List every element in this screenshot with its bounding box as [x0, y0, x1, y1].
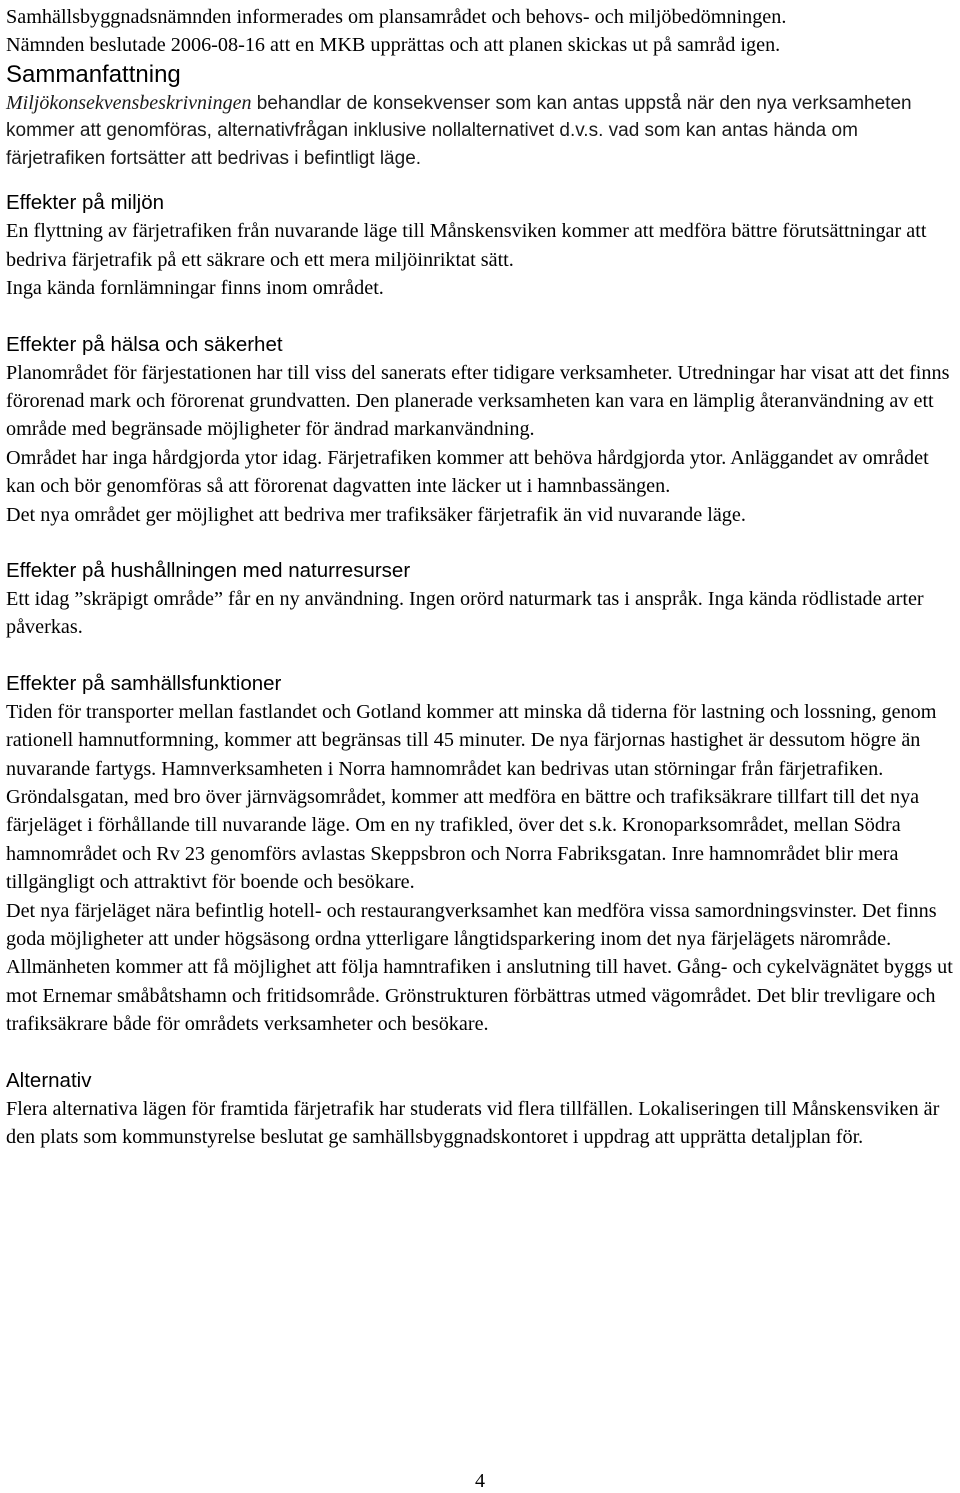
section-paragraph: Tiden för transporter mellan fastlandet och Gotland kommer att minska då tiderna för lastning och lossning, genom rationell hamnutformning, kommer att begränsas till 45 minuter. De nya färjornas hastighet är dessutom högre än nuvarande fartygs. Hamnverksamheten i Norra hamnområdet kan bedrivas utan störningar från färjetrafiken.: [6, 700, 937, 780]
intro-text: [6, 3, 956, 60]
section-paragraph: Planområdet för färjestationen har till viss del sanerats efter tidigare verksamheter. Utredningar har visat att det finns förorenad mark och förorenat grundvatten. Den planerade verksamheten kan vara en lämplig återanvändning av ett område med begränsade möjligheter för ändrad markanvändning.: [6, 361, 950, 441]
section-paragraph: Det nya området ger möjlighet att bedriva mer trafiksäker färjetrafik än vid nuvarande läge.: [6, 503, 746, 526]
section-heading: Effekter på hälsa och säkerhet: [6, 332, 283, 356]
section-miljo: [6, 189, 956, 302]
section-halsa-sakerhet: [6, 331, 956, 529]
intro-line: Samhällsbyggnadsnämnden informerades om plansamrådet och behovs- och miljöbedömningen.: [6, 6, 787, 28]
section-heading: Effekter på hushållningen med naturresurser: [6, 558, 411, 582]
section-paragraph: Flera alternativa lägen för framtida färjetrafik har studerats vid flera tillfällen. Lokaliseringen till Månskensviken är den plats som kommunstyrelse beslutat ge samhällsbyggnadskontoret i uppdrag att upprätta detaljplan för.: [6, 1097, 940, 1149]
section-paragraph: Det nya färjeläget nära befintlig hotell- och restaurangverksamhet kan medföra vissa samordningsvinster. Det finns goda möjligheter att under högsäsong ordna ytterligare långtidsparkering inom det nya färjelägets närområde.: [6, 899, 937, 951]
section-paragraph: Ett idag ”skräpigt område” får en ny användning. Ingen orörd naturmark tas i anspråk. Inga kända rödlistade arter påverkas.: [6, 587, 924, 639]
section-alternativ: [6, 1067, 956, 1152]
summary-italic-lead: Miljökonsekvensbeskrivningen: [6, 91, 252, 114]
page-number: 4: [475, 1470, 485, 1492]
section-paragraph: Inga kända fornlämningar finns inom området.: [6, 277, 384, 300]
summary-heading: Sammanfattning: [6, 60, 181, 88]
summary-text: behandlar de konsekvenser som kan antas uppstå när den nya verksamheten kommer att genomföras, alternativfrågan inklusive nollalternativet d.v.s. vad som kan antas hända om färjetrafiken fortsätter att bedrivas i befintligt läge.: [6, 92, 912, 169]
section-paragraph: Gröndalsgatan, med bro över järnvägsområdet, kommer att medföra en bättre och trafiksäkrare tillfart till det nya färjeläget i förhållande till nuvarande läge. Om en ny trafikled, över det s.k. Kronoparksområdet, mellan Södra hamnområdet och Rv 23 genomförs avlastas Skeppsbron och Norra Fabriksgatan. Inre hamnområdet blir mera tillgängligt och attraktivt för boende och besökare.: [6, 786, 920, 894]
summary-paragraph: [6, 90, 956, 173]
section-heading: Effekter på samhällsfunktioner: [6, 671, 282, 695]
intro-line: Nämnden beslutade 2006-08-16 att en MKB upprättas och att planen skickas ut på samråd igen.: [6, 34, 781, 57]
section-paragraph: En flyttning av färjetrafiken från nuvarande läge till Månskensviken kommer att medföra bättre förutsättningar att bedriva färjetrafik på ett säkrare och ett mera miljöinriktat sätt.: [6, 220, 927, 271]
section-heading: Alternativ: [6, 1068, 92, 1092]
section-paragraph: Allmänheten kommer att få möjlighet att följa hamntrafiken i anslutning till havet. Gång- och cykelvägnätet byggs ut mot Ernemar småbåtshamn och fritidsområde. Grönstrukturen förbättras utmed vägområdet. Det blir trevligare och trafiksäkrare både för områdets verksamheter och besökare.: [6, 956, 953, 1036]
section-hushallning: [6, 557, 956, 642]
section-heading: Effekter på miljön: [6, 191, 165, 215]
section-samhallsfunktioner: [6, 670, 956, 1039]
section-paragraph: Området har inga hårdgjorda ytor idag. Färjetrafiken kommer att behöva hårdgjorda ytor. Anläggandet av området kan och bör genomföras så att förorenat dagvatten inte läcker ut i hamnbassängen.: [6, 446, 929, 498]
